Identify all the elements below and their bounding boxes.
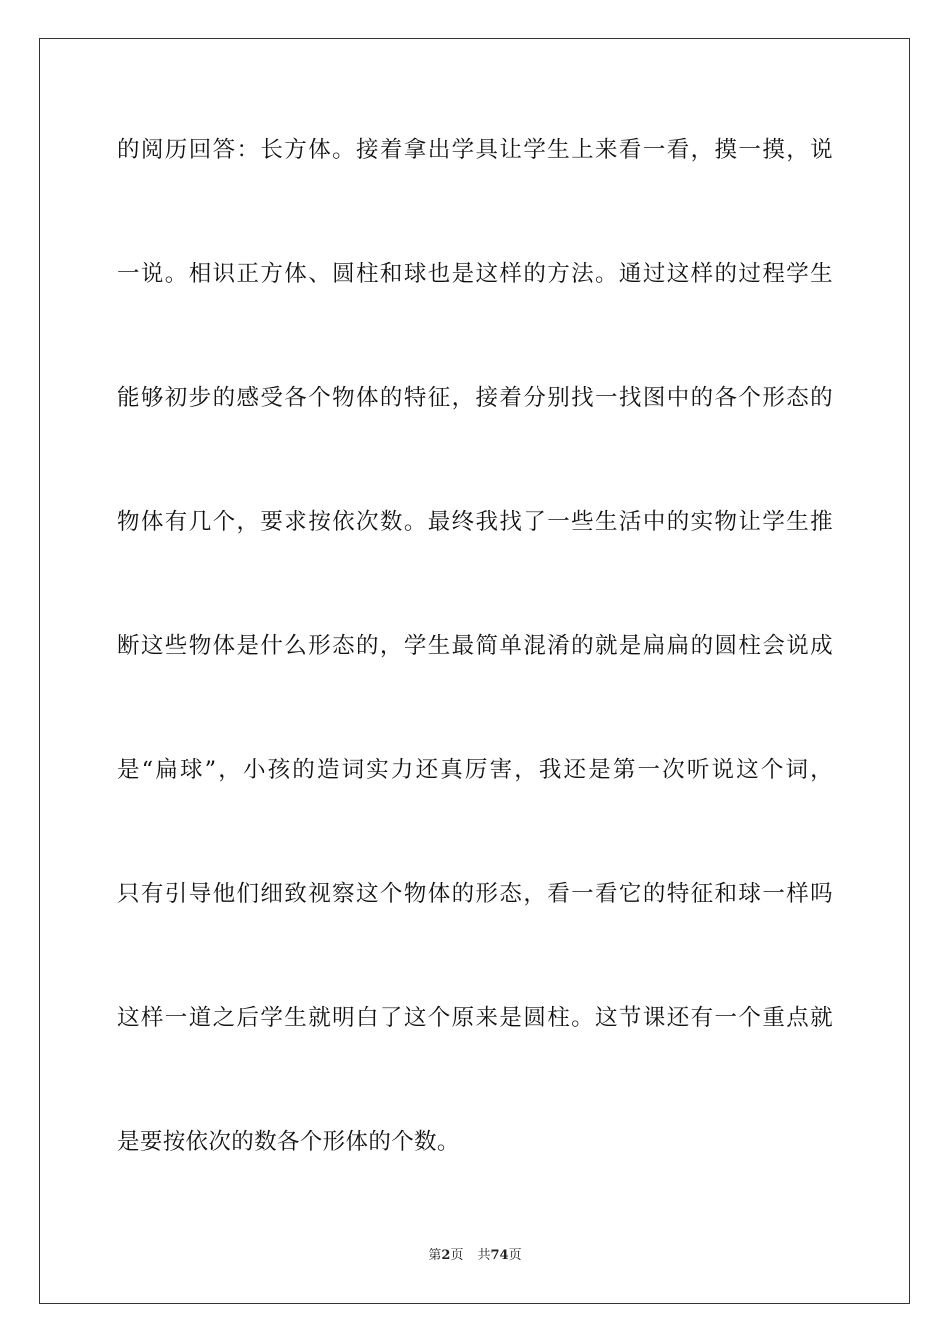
text-line-7: 只有引导他们细致视察这个物体的形态，看一看它的特征和球一样吗 — [117, 881, 833, 907]
page-number: 2 — [441, 1248, 451, 1263]
page-suffix: 页 — [450, 1248, 464, 1263]
total-pages: 74 — [490, 1248, 509, 1263]
text-line-5: 断这些物体是什么形态的，学生最简单混淆的就是扁扁的圆柱会说成 — [117, 633, 833, 659]
text-line-2: 一说。相识正方体、圆柱和球也是这样的方法。通过这样的过程学生 — [117, 261, 833, 287]
text-line-9: 是要按依次的数各个形体的个数。 — [117, 1129, 460, 1155]
page-border — [39, 38, 910, 1304]
text-line-6: 是“扁球”，小孩的造词实力还真厉害，我还是第一次听说这个词， — [117, 757, 833, 783]
text-line-8: 这样一道之后学生就明白了这个原来是圆柱。这节课还有一个重点就 — [117, 1005, 833, 1031]
text-line-1: 的阅历回答：长方体。接着拿出学具让学生上来看一看，摸一摸，说 — [117, 137, 833, 163]
text-line-3: 能够初步的感受各个物体的特征，接着分别找一找图中的各个形态的 — [117, 385, 833, 411]
text-line-4: 物体有几个，要求按依次数。最终我找了一些生活中的实物让学生推 — [117, 509, 833, 535]
page-prefix: 第 — [428, 1248, 442, 1263]
total-prefix: 共 — [477, 1248, 491, 1263]
total-suffix: 页 — [508, 1248, 522, 1263]
page-footer — [0, 1247, 950, 1265]
